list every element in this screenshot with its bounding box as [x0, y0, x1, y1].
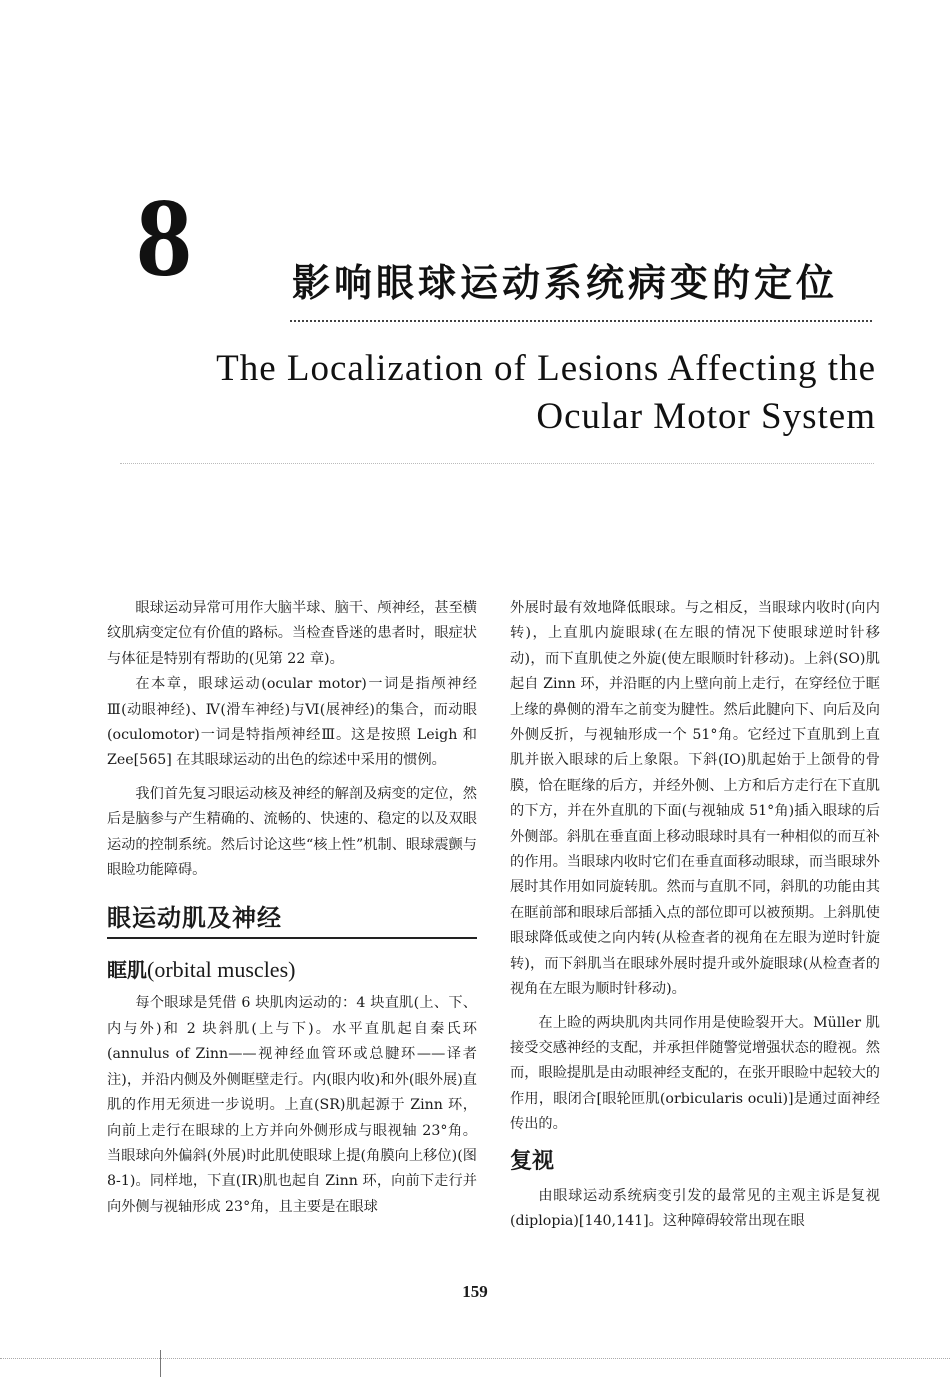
subsection-heading	[107, 955, 477, 985]
paragraph: 在上睑的两块肌肉共同作用是使睑裂开大。Müller 肌接受交感神经的支配，并承担伴随警觉增强状态的瞪视。然而，眼睑提肌是由动眼神经支配的，在张开眼睑中起较大的作用，眼闭合[眼轮匝肌(orbicularis oculi)]是通过面神经传出的。	[510, 1014, 880, 1133]
header-divider	[120, 463, 874, 464]
footer-divider	[0, 1358, 950, 1359]
paragraph: 在本章，眼球运动(ocular motor)一词是指颅神经Ⅲ(动眼神经)、Ⅳ(滑车神经)与Ⅵ(展神经)的集合，而动眼(oculomotor)一词是特指颅神经Ⅲ。这是按照 Leigh 和 Zee[565] 在其眼球运动的出色的综述中采用的惯例。	[107, 676, 477, 769]
chapter-title-en	[116, 345, 876, 441]
left-column	[107, 596, 477, 1220]
subsection-heading: 复视	[510, 1148, 555, 1174]
paragraph: 由眼球运动系统病变引发的最常见的主观主诉是复视(diplopia)[140,141]。这种障碍较常出现在眼	[510, 1187, 880, 1229]
section-heading: 眼运动肌及神经	[107, 901, 477, 939]
paragraph: 每个眼球是凭借 6 块肌肉运动的：4 块直肌(上、下、内与外)和 2 块斜肌(上与下)。水平直肌起自秦氏环(annulus of Zinn——视神经血管环或总腱环——译者注)，并沿内侧及外侧眶壁走行。内(眼内收)和外(眼外展)直肌的作用无须进一步说明。上直(SR)肌起源于 Zinn 环，向前上走行在眼球的上方并向外侧形成与眼视轴 23°角。当眼球向外偏斜(外展)时此肌使眼球上提(角膜向上移位)(图 8-1)。同样地，下直(IR)肌也起自 Zinn 环，向前下走行并向外侧与视轴形成 23°角，且主要是在眼球	[107, 995, 477, 1215]
right-column	[510, 596, 880, 1234]
chapter-number: 8	[136, 176, 192, 300]
title-divider	[290, 320, 872, 322]
chapter-title-en-line2: Ocular Motor System	[536, 396, 876, 437]
paragraph: 我们首先复习眼运动核及神经的解剖及病变的定位，然后是脑参与产生精确的、流畅的、快速的、稳定的以及双眼运动的控制系统。然后讨论这些“核上性”机制、眼球震颤与眼睑功能障碍。	[107, 785, 477, 879]
chapter-title-cn: 影响眼球运动系统病变的定位	[292, 261, 839, 305]
footer-tick	[160, 1350, 161, 1377]
chapter-title-en-line1: The Localization of Lesions Affecting the	[216, 348, 876, 389]
subsection-heading-en: (orbital muscles)	[147, 957, 296, 983]
paragraph: 外展时最有效地降低眼球。与之相反，当眼球内收时(向内转)，上直肌内旋眼球(在左眼的情况下使眼球逆时针移动)，而下直肌使之外旋(使左眼顺时针移动)。上斜(SO)肌起自 Zinn 环，并沿眶的内上壁向前上走行，在穿经位于眶上缘的鼻侧的滑车之前变为腱性。然后此腱向下、向后及向外侧反折，与视轴形成一个 51°角。它经过下直肌到上直肌并嵌入眼球的后上象限。下斜(IO)肌起始于上颌骨的骨膜，恰在眶缘的后方，并经外侧、上方和后方走行在下直肌的下方，并在外直肌的下面(与视轴成 51°角)插入眼球的后外侧部。斜肌在垂直面上移动眼球时具有一种相似的而互补的作用。当眼球内收时它们在垂直面移动眼球，而当眼球外展时其作用如同旋转肌。然而与直肌不同，斜肌的功能由其在眶前部和眼球后部插入点的部位即可以被预期。上斜肌使眼球降低或使之向内转(从检查者的视角在左眼为逆时针旋转)，而下斜肌当在眼球外展时提升或外旋眼球(从检查者的视角在左眼为顺时针移动)。	[510, 600, 880, 998]
page-number: 159	[462, 1282, 488, 1301]
paragraph: 眼球运动异常可用作大脑半球、脑干、颅神经，甚至横纹肌病变定位有价值的路标。当检查昏迷的患者时，眼症状与体征是特别有帮助的(见第 22 章)。	[107, 600, 477, 667]
subsection-heading-cn: 眶肌	[107, 958, 147, 983]
